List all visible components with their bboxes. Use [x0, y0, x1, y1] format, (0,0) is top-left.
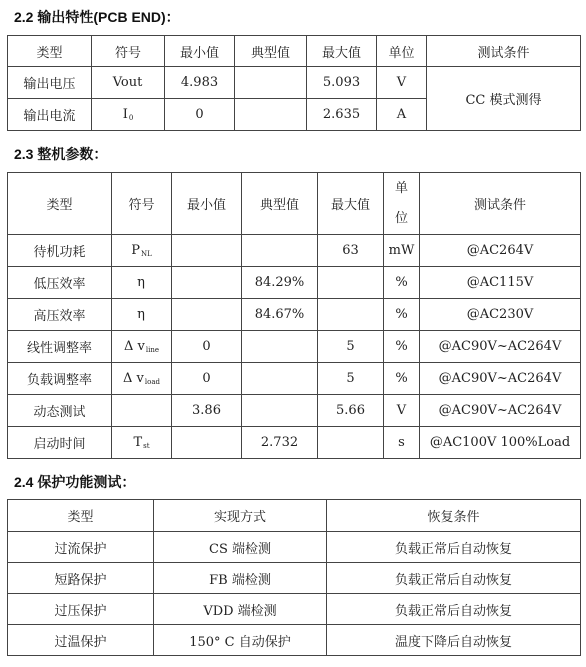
- max-cell: 5.093: [307, 67, 377, 99]
- typ-cell: [242, 235, 318, 267]
- header-cell: 最大值: [318, 173, 384, 235]
- type-cell: 过流保护: [8, 532, 154, 563]
- table-row: [8, 267, 581, 299]
- table-row: [8, 427, 581, 459]
- unit-cell: %: [384, 267, 420, 299]
- section-2-3-heading: 2.3 整机参数：: [14, 146, 108, 162]
- typ-cell: [235, 99, 307, 131]
- header-cell: 类型: [8, 36, 92, 67]
- section-2-2-heading: 2.2 输出特性(PCB END)：: [14, 9, 180, 25]
- unit-cell: A: [377, 99, 427, 131]
- condition-cell: @AC90V~AC264V: [420, 363, 581, 395]
- condition-cell: @AC115V: [420, 267, 581, 299]
- min-cell: [172, 427, 242, 459]
- method-cell: VDD 端检测: [154, 594, 327, 625]
- condition-cell: @AC90V~AC264V: [420, 331, 581, 363]
- symbol-cell: $P_{NL}$: [112, 235, 172, 267]
- symbol-cell: $I_0$: [92, 99, 165, 131]
- typ-cell: [235, 67, 307, 99]
- typ-cell: [242, 395, 318, 427]
- unit-cell: %: [384, 363, 420, 395]
- type-cell: 输出电流: [8, 99, 92, 131]
- system-parameters-table: [7, 172, 581, 459]
- table-row: [8, 563, 581, 594]
- unit-cell: %: [384, 299, 420, 331]
- typ-cell: 2.732: [242, 427, 318, 459]
- condition-cell: @AC90V~AC264V: [420, 395, 581, 427]
- table-row: [8, 625, 581, 656]
- header-cell: 最小值: [165, 36, 235, 67]
- method-cell: FB 端检测: [154, 563, 327, 594]
- header-cell: 单位: [377, 36, 427, 67]
- unit-cell: V: [377, 67, 427, 99]
- unit-cell: mW: [384, 235, 420, 267]
- header-cell: 类型: [8, 173, 112, 235]
- table-row: [8, 235, 581, 267]
- table-row: [8, 299, 581, 331]
- table-row: [8, 363, 581, 395]
- section-2-4-heading: 2.4 保护功能测试：: [14, 474, 136, 490]
- max-cell: [318, 267, 384, 299]
- table-header-row: [8, 36, 581, 67]
- table-header-row: [8, 173, 581, 235]
- recover-cell: 负载正常后自动恢复: [327, 532, 581, 563]
- min-cell: 3.86: [172, 395, 242, 427]
- unit-cell: s: [384, 427, 420, 459]
- recover-cell: 负载正常后自动恢复: [327, 563, 581, 594]
- max-cell: 5.66: [318, 395, 384, 427]
- symbol-cell: Δ $v_{line}$: [112, 331, 172, 363]
- table-row: [8, 594, 581, 625]
- max-cell: [318, 299, 384, 331]
- method-cell: CS 端检测: [154, 532, 327, 563]
- max-cell: 63: [318, 235, 384, 267]
- max-cell: 5: [318, 363, 384, 395]
- symbol-cell: $T_{st}$: [112, 427, 172, 459]
- type-cell: 输出电压: [8, 67, 92, 99]
- type-cell: 高压效率: [8, 299, 112, 331]
- unit-cell: %: [384, 331, 420, 363]
- max-cell: 5: [318, 331, 384, 363]
- header-cell: 单 位: [384, 173, 420, 235]
- table-row: [8, 331, 581, 363]
- typ-cell: [242, 331, 318, 363]
- protection-function-table: [7, 499, 581, 656]
- max-cell: 2.635: [307, 99, 377, 131]
- condition-cell: @AC100V 100%Load: [420, 427, 581, 459]
- type-cell: 低压效率: [8, 267, 112, 299]
- table-row: [8, 395, 581, 427]
- type-cell: 过压保护: [8, 594, 154, 625]
- type-cell: 待机功耗: [8, 235, 112, 267]
- header-cell: 最大值: [307, 36, 377, 67]
- header-cell: 符号: [92, 36, 165, 67]
- typ-cell: 84.67%: [242, 299, 318, 331]
- min-cell: [172, 235, 242, 267]
- header-cell: 类型: [8, 500, 154, 532]
- symbol-cell: Vout: [92, 67, 165, 99]
- symbol-cell: η: [112, 299, 172, 331]
- type-cell: 短路保护: [8, 563, 154, 594]
- type-cell: 负载调整率: [8, 363, 112, 395]
- type-cell: 启动时间: [8, 427, 112, 459]
- condition-cell: @AC230V: [420, 299, 581, 331]
- header-cell: 测试条件: [427, 36, 581, 67]
- header-cell: 典型值: [235, 36, 307, 67]
- method-cell: 150° C 自动保护: [154, 625, 327, 656]
- recover-cell: 负载正常后自动恢复: [327, 594, 581, 625]
- min-cell: 0: [172, 331, 242, 363]
- symbol-cell: [112, 395, 172, 427]
- unit-cell: V: [384, 395, 420, 427]
- typ-cell: 84.29%: [242, 267, 318, 299]
- table-row: [8, 532, 581, 563]
- min-cell: 0: [172, 363, 242, 395]
- condition-cell: @AC264V: [420, 235, 581, 267]
- header-cell: 符号: [112, 173, 172, 235]
- recover-cell: 温度下降后自动恢复: [327, 625, 581, 656]
- type-cell: 过温保护: [8, 625, 154, 656]
- type-cell: 动态测试: [8, 395, 112, 427]
- header-cell: 最小值: [172, 173, 242, 235]
- output-characteristics-table: [7, 35, 581, 131]
- header-cell: 典型值: [242, 173, 318, 235]
- header-cell: 恢复条件: [327, 500, 581, 532]
- table-row: [8, 67, 581, 99]
- type-cell: 线性调整率: [8, 331, 112, 363]
- header-cell: 实现方式: [154, 500, 327, 532]
- header-cell: 测试条件: [420, 173, 581, 235]
- min-cell: 0: [165, 99, 235, 131]
- condition-cell: CC 模式测得: [427, 67, 581, 131]
- max-cell: [318, 427, 384, 459]
- symbol-cell: Δ $v_{load}$: [112, 363, 172, 395]
- symbol-cell: η: [112, 267, 172, 299]
- min-cell: [172, 267, 242, 299]
- min-cell: [172, 299, 242, 331]
- min-cell: 4.983: [165, 67, 235, 99]
- table-header-row: [8, 500, 581, 532]
- typ-cell: [242, 363, 318, 395]
